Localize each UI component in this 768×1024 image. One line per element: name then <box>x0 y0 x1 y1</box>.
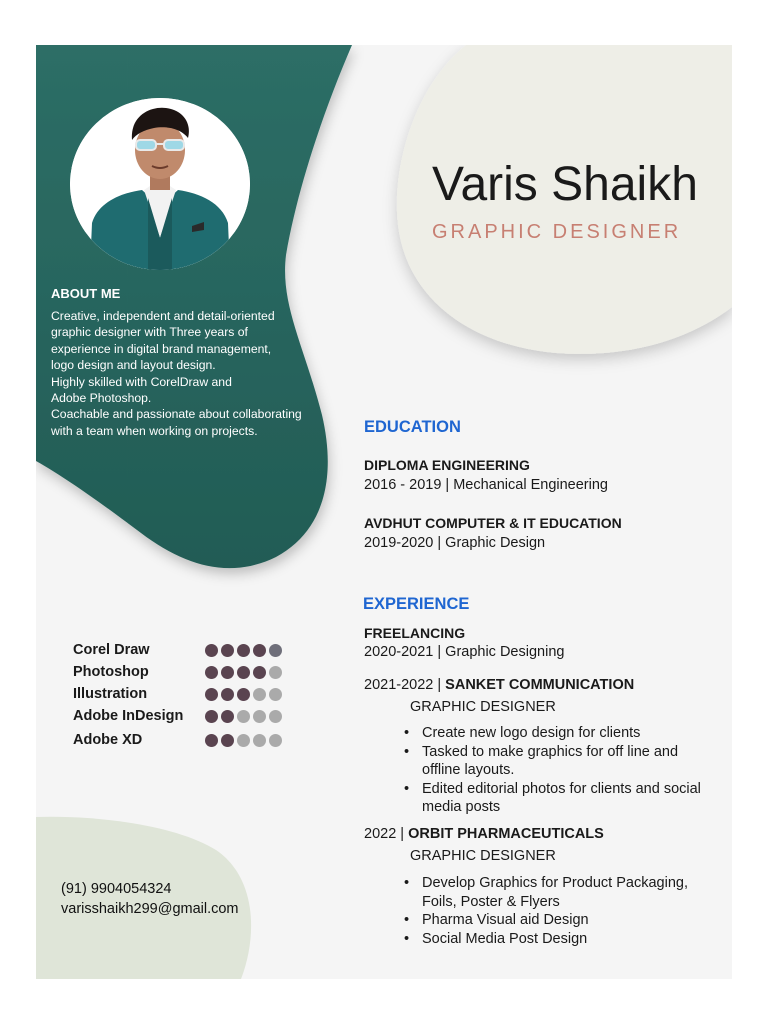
skill-name: Corel Draw <box>73 642 150 658</box>
contact-phone: (91) 9904054324 <box>61 881 172 897</box>
skill-rating <box>205 688 282 701</box>
job-company: ORBIT PHARMACEUTICALS <box>408 826 604 842</box>
about-heading: ABOUT ME <box>51 286 121 301</box>
skill-dot <box>221 688 234 701</box>
list-item: • Pharma Visual aid Design <box>400 911 710 930</box>
skill-dot <box>221 666 234 679</box>
job-bullets <box>400 724 710 817</box>
skill-name: Adobe XD <box>73 732 143 748</box>
skill-name: Illustration <box>73 686 148 702</box>
candidate-name: Varis Shaikh <box>432 158 698 211</box>
skill-dot <box>237 688 250 701</box>
education-detail: 2019-2020 | Graphic Design <box>364 535 546 551</box>
skill-dot <box>205 688 218 701</box>
about-line: Coachable and passionate about collaborating <box>51 407 302 422</box>
skill-dot <box>253 666 266 679</box>
about-line: Adobe Photoshop. <box>51 391 152 406</box>
education-school: DIPLOMA ENGINEERING <box>364 457 530 473</box>
skill-dot <box>269 644 282 657</box>
skill-dot <box>221 710 234 723</box>
skill-dot <box>221 644 234 657</box>
list-item: • Tasked to make graphics for off line and offline layouts. <box>400 743 710 780</box>
skill-row <box>73 729 293 751</box>
skill-row <box>73 683 293 705</box>
job-role: GRAPHIC DESIGNER <box>410 848 556 864</box>
skill-dot <box>237 666 250 679</box>
list-item: • Develop Graphics for Product Packaging, Foils, Poster & Flyers <box>400 874 710 911</box>
skill-row <box>73 639 293 661</box>
skill-dot <box>205 644 218 657</box>
job-bullets <box>400 874 710 948</box>
skill-rating <box>205 666 282 679</box>
skill-name: Photoshop <box>73 664 149 680</box>
job-years: 2021-2022 | <box>364 677 446 693</box>
person-portrait-icon <box>70 98 250 270</box>
skill-dot <box>269 666 282 679</box>
list-item: • Create new logo design for clients <box>400 724 710 743</box>
skill-dot <box>205 666 218 679</box>
about-text <box>51 308 321 439</box>
skill-rating <box>205 734 282 747</box>
experience-heading: EXPERIENCE <box>363 595 470 613</box>
skill-dot <box>237 710 250 723</box>
skill-name: Adobe InDesign <box>73 708 184 724</box>
skill-dot <box>269 710 282 723</box>
skill-dot <box>221 734 234 747</box>
skill-dot <box>253 710 266 723</box>
skill-dot <box>205 710 218 723</box>
list-item: • Social Media Post Design <box>400 930 710 949</box>
freelancing-title: FREELANCING <box>364 625 466 641</box>
about-line: Creative, independent and detail-oriented <box>51 309 275 323</box>
skill-dot <box>253 644 266 657</box>
skill-dot <box>269 734 282 747</box>
resume-page <box>36 45 732 979</box>
contact-email: varisshaikh299@gmail.com <box>61 901 239 917</box>
candidate-title: GRAPHIC DESIGNER <box>432 221 682 243</box>
skill-dot <box>237 644 250 657</box>
education-detail: 2016 - 2019 | Mechanical Engineering <box>364 477 608 493</box>
education-heading: EDUCATION <box>364 418 461 436</box>
job-header <box>364 826 604 842</box>
about-line: logo design and layout design. <box>51 358 216 373</box>
job-years: 2022 | <box>364 826 409 842</box>
about-line: graphic designer with Three years of <box>51 325 248 340</box>
skill-row <box>73 661 293 683</box>
job-header <box>364 677 634 693</box>
job-company: SANKET COMMUNICATION <box>445 677 635 693</box>
skill-dot <box>253 734 266 747</box>
profile-photo <box>70 98 250 270</box>
list-item: • Edited editorial photos for clients and social media posts <box>400 780 710 817</box>
skill-rating <box>205 710 282 723</box>
about-line: Highly skilled with CorelDraw and <box>51 374 232 389</box>
job-role: GRAPHIC DESIGNER <box>410 699 556 715</box>
freelancing-detail: 2020-2021 | Graphic Designing <box>364 644 565 660</box>
skill-dot <box>237 734 250 747</box>
skill-row <box>73 705 293 727</box>
skill-rating <box>205 644 282 657</box>
skill-dot <box>269 688 282 701</box>
skill-dot <box>253 688 266 701</box>
skill-dot <box>205 734 218 747</box>
education-school: AVDHUT COMPUTER & IT EDUCATION <box>364 515 622 531</box>
about-line: experience in digital brand management, <box>51 341 272 356</box>
skills-list <box>73 639 293 751</box>
about-line: with a team when working on projects. <box>51 423 258 438</box>
contact-block <box>61 879 239 919</box>
